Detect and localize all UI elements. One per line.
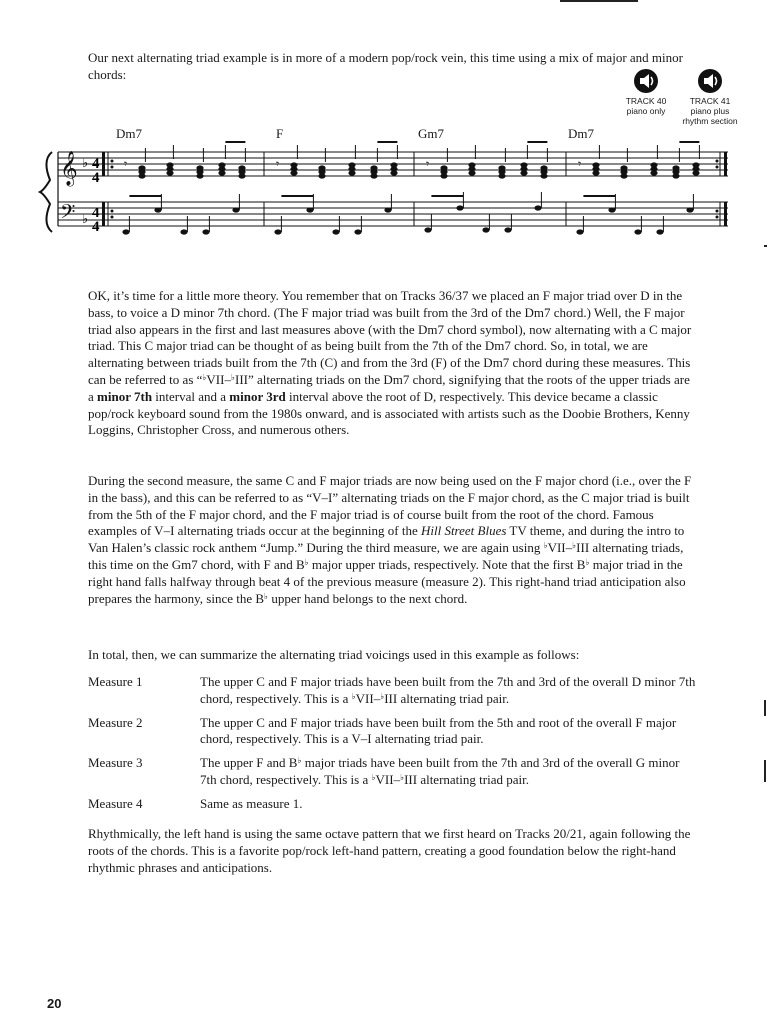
measure-label: Measure 1 (88, 674, 143, 689)
note-head (440, 165, 447, 170)
text-run: VII– (355, 690, 381, 706)
note-head (592, 162, 599, 167)
note-head (468, 162, 475, 167)
measure-description (200, 715, 698, 749)
key-signature-flat: ♭ (82, 156, 89, 171)
repeat-dot (716, 216, 719, 219)
measure-row (88, 755, 698, 789)
note-head (274, 229, 281, 234)
note-head (166, 162, 173, 167)
measure-label: Measure 2 (88, 714, 143, 730)
note-head (138, 165, 145, 170)
note-head (534, 205, 541, 210)
measure-row (88, 674, 698, 708)
treble-time-sig-bottom: 4 (92, 170, 100, 186)
flat-sign: ♭ (572, 540, 577, 551)
note-head (290, 162, 297, 167)
measure-two-paragraph (88, 473, 693, 607)
flat-sign: ♭ (297, 755, 302, 766)
measure-label: Measure 3 (88, 755, 143, 771)
text-run: VII– (375, 771, 401, 787)
text-run: VII– (206, 371, 231, 387)
summary-intro: In total, then, we can summarize the alternating triad voicings used in this example as follows: (88, 647, 580, 662)
note-head (122, 229, 129, 234)
note-head (218, 162, 225, 167)
repeat-dot (111, 210, 114, 213)
text-run: interval and a (152, 388, 230, 404)
chord-symbol: Dm7 (568, 126, 594, 141)
note-head (634, 229, 641, 234)
text-run: interval above the root of D, respectively. This device became a classic pop/rock keyboard sound from the 1980s onward, and is associated with artists such as the Doobie Brothers, Kenny Loggins, Christopher Cross, and numerous others. (88, 388, 690, 438)
note-head (424, 227, 431, 232)
flat-sign: ♭ (380, 690, 385, 701)
measure-description (200, 796, 698, 813)
treble-clef: 𝄞 (60, 151, 78, 186)
track-label: TRACK 41 (689, 96, 731, 106)
eighth-rest: 𝄾 (124, 157, 128, 171)
flat-sign: ♭ (202, 371, 207, 382)
note-head (504, 227, 511, 232)
text-run: The upper F and B (200, 755, 298, 771)
note-head (180, 229, 187, 234)
text-run: The upper C and F major triads have been built from the 5th and root of the overall F major chord, respectively. This is a V–I alternating triad pair. (200, 714, 677, 747)
note-head (650, 162, 657, 167)
text-run: TV theme, and during the intro to Van Halen’s classic rock anthem “Jump.” During the third measure, we are again using (88, 523, 685, 556)
page-number: 20 (47, 996, 62, 1011)
note-head (202, 229, 209, 234)
theory-paragraph (88, 288, 693, 439)
note-head (540, 165, 547, 170)
text-run: III alternating triads, this time on the Gm7 chord, with F and B (88, 540, 684, 572)
flat-sign: ♭ (304, 556, 309, 567)
flat-sign: ♭ (543, 540, 548, 551)
key-signature-flat: ♭ (82, 212, 89, 227)
chord-symbol: Gm7 (418, 126, 444, 141)
intro-paragraph: Our next alternating triad example is in more of a modern pop/rock vein, this time using a mix of major and minor chords: (88, 50, 683, 82)
measure-description (200, 755, 698, 789)
text-run: III alternating triad pair. (404, 771, 529, 787)
flat-sign: ♭ (351, 690, 356, 701)
track-label: TRACK 40 (625, 96, 667, 106)
flat-sign: ♭ (371, 771, 376, 782)
note-head (520, 162, 527, 167)
top-rule (560, 0, 638, 2)
note-head (332, 229, 339, 234)
scan-edge-mark (764, 760, 766, 782)
note-head (318, 165, 325, 170)
rhythm-paragraph: Rhythmically, the left hand is using the same octave pattern that we first heard on Tracks 20/21, again following the roots of the chords. This is a favorite pop/rock left-hand pattern, creating a good foundation below the right-hand rhythmic phrases and anticipations. (88, 826, 691, 875)
repeat-barline (102, 202, 105, 226)
track-sub: rhythm section (682, 116, 738, 126)
text-run: Same as measure 1. (200, 795, 303, 811)
measure-summary-list (88, 674, 698, 820)
repeat-dot (716, 166, 719, 169)
scan-edge-mark (764, 245, 767, 247)
bold-term: minor 7th (97, 388, 153, 404)
bold-term: minor 3rd (229, 388, 286, 404)
repeat-dot (111, 166, 114, 169)
flat-sign: ♭ (400, 771, 405, 782)
note-head (238, 165, 245, 170)
audio-track-icon (697, 68, 723, 94)
note-head (154, 207, 161, 212)
note-head (306, 207, 313, 212)
note-head (390, 162, 397, 167)
text-run: upper hand belongs to the next chord. (268, 590, 468, 606)
measure-row (88, 796, 698, 813)
end-repeat-barline (724, 152, 727, 176)
bass-clef: 𝄢 (60, 200, 76, 228)
note-head (456, 205, 463, 210)
note-head (608, 207, 615, 212)
text-run: III alternating triad pair. (384, 690, 510, 706)
flat-sign: ♭ (230, 371, 235, 382)
note-head (498, 165, 505, 170)
track-41-badge (678, 68, 742, 126)
track-sub: piano plus (690, 106, 730, 116)
end-repeat-barline (724, 202, 727, 226)
eighth-rest: 𝄾 (426, 157, 430, 171)
text-run: VII– (547, 540, 573, 556)
bass-time-sig-top: 4 (92, 205, 100, 221)
text-run: major triad in the right hand falls halfway through beat 4 of the previous measure (measure 2). This right-hand triad anticipation also prepares the harmony, since the B (88, 556, 686, 606)
music-notation (38, 140, 738, 250)
italic-title: Hill Street Blues (420, 523, 507, 539)
measure-description (200, 674, 698, 708)
text-run: major upper triads, respectively. Note that the first B (308, 556, 586, 572)
repeat-dot (111, 160, 114, 163)
note-head (348, 162, 355, 167)
audio-track-icon (633, 68, 659, 94)
text-run: major triads have been built from the 7th and 3rd of the overall G minor 7th chord, respectively. This is a (200, 755, 680, 787)
note-head (482, 227, 489, 232)
note-head (370, 165, 377, 170)
repeat-barline (102, 152, 105, 176)
text-run: III” alternating triads on the Dm7 chord, signifying that the roots of the upper triads are a (88, 371, 690, 404)
text-run: OK, it’s time for a little more theory. You remember that on Tracks 36/37 we placed an F major triad over D in the bass, to voice a D minor 7th chord. (The F major triad was built from the 3rd of the Dm7 chord.) Well, the F major triad also appears in the first and last measures above (with the Dm7 chord symbol), now alternating with a C major triad. This C major triad can be thought of as being built from the 7th of the Dm7 chord. So, in total, we are alternating between triads built from the 7th (C) and from the 3rd (F) of the Dm7 chord during these measures. This can be referred to as “ (88, 288, 692, 387)
track-badges (614, 68, 754, 140)
flat-sign: ♭ (585, 556, 590, 567)
measure-label: Measure 4 (88, 795, 143, 811)
chord-symbol: Dm7 (116, 126, 142, 141)
measure-row (88, 715, 698, 749)
note-head (232, 207, 239, 212)
note-head (686, 207, 693, 212)
text-run: The upper C and F major triads have been built from the 7th and 3rd of the overall D minor 7th chord, respectively. This is a (200, 674, 696, 706)
note-head (576, 229, 583, 234)
treble-time-sig-top: 4 (92, 156, 100, 172)
eighth-rest: 𝄾 (578, 157, 582, 171)
track-40-badge (614, 68, 678, 116)
track-sub: piano only (626, 106, 666, 116)
eighth-rest: 𝄾 (276, 157, 280, 171)
flat-sign: ♭ (264, 590, 269, 601)
chord-symbol: F (276, 126, 284, 141)
text-run: During the second measure, the same C and F major triads are now being used on the F major chord (i.e., over the F in the bass), and this can be referred to as “V–I” alternating triads on the F major chord, as the C major triad is built from the 5th of the F major chord, and the F major triad is of course built from the root of the chord. Famous examples of V–I alternating triads occur at the beginning of the (88, 473, 692, 539)
bass-time-sig-bottom: 4 (92, 219, 100, 235)
note-head (672, 165, 679, 170)
note-head (620, 165, 627, 170)
repeat-dot (111, 216, 114, 219)
scan-edge-mark (764, 700, 766, 716)
note-head (692, 162, 699, 167)
brace (40, 152, 52, 232)
note-head (656, 229, 663, 234)
note-head (384, 207, 391, 212)
repeat-dot (716, 210, 719, 213)
note-head (354, 229, 361, 234)
repeat-dot (716, 160, 719, 163)
note-head (196, 165, 203, 170)
